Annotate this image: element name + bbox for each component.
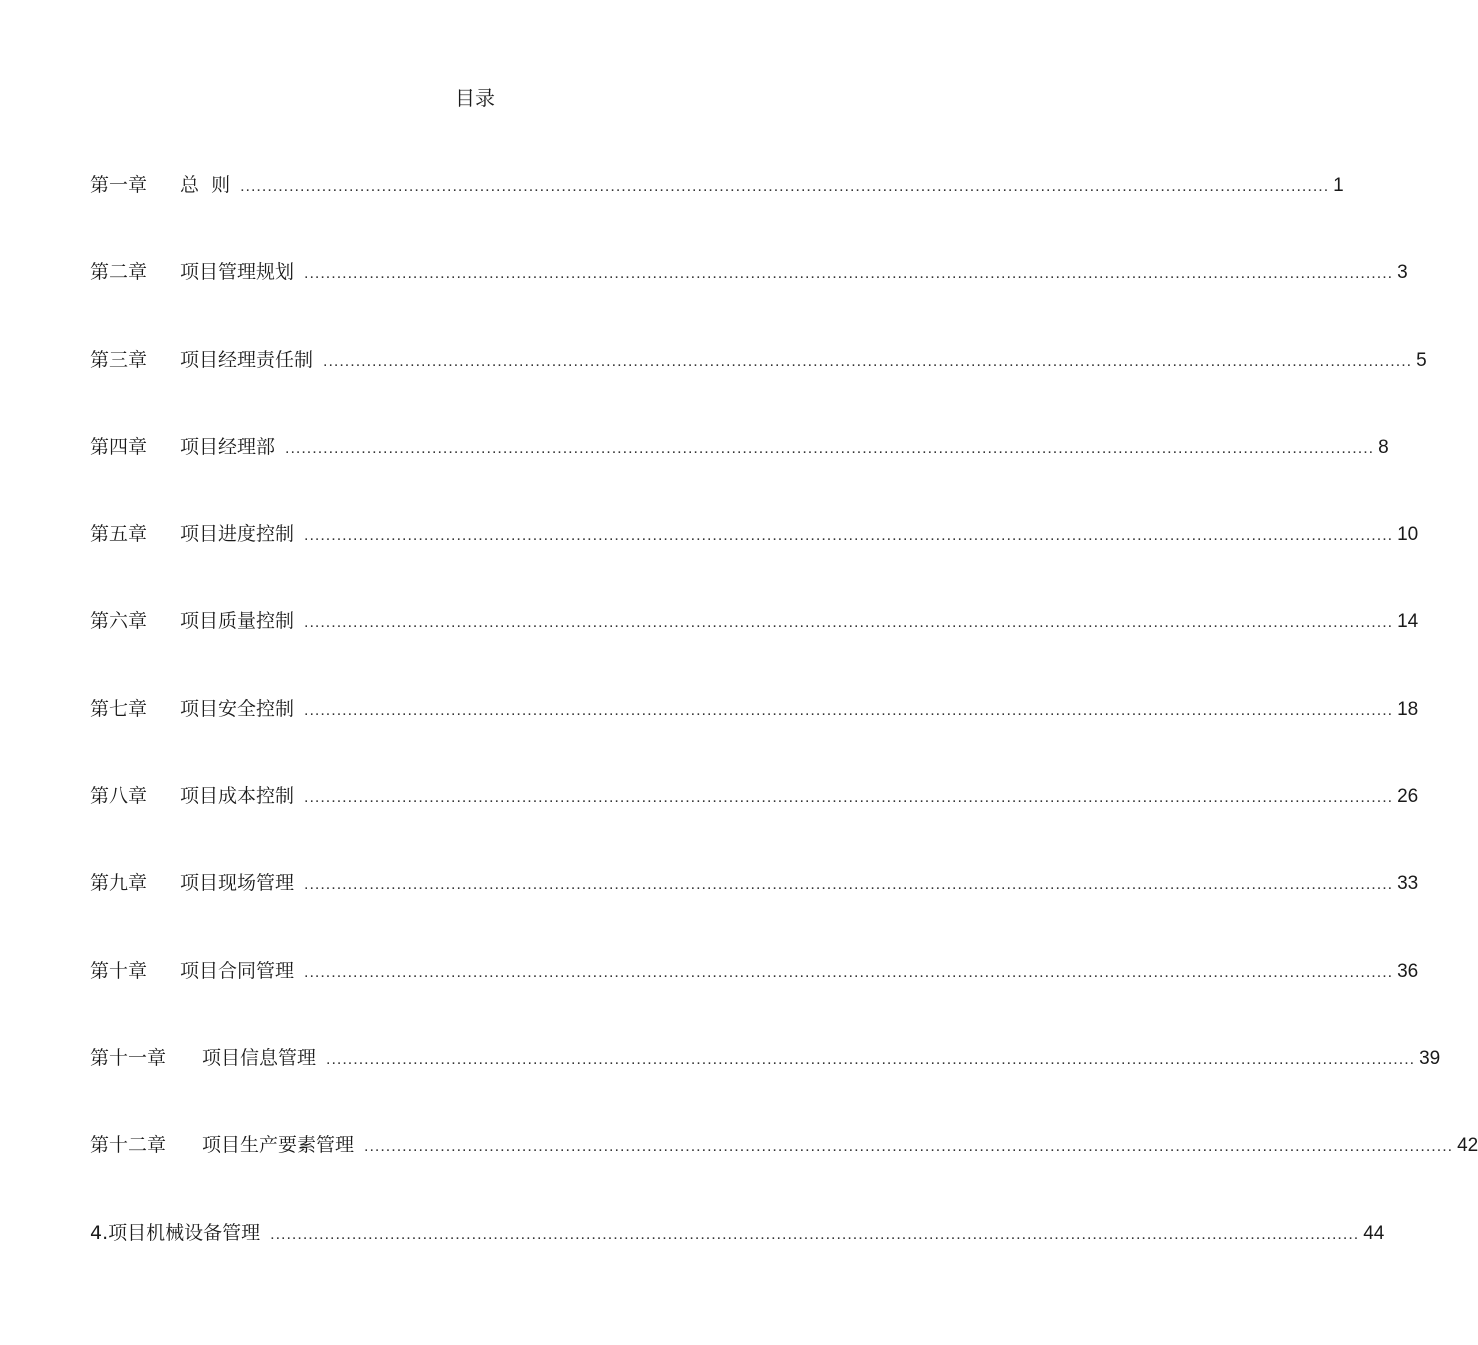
- toc-section-title: 4.项目机械设备管理: [90, 1221, 261, 1244]
- toc-page-number: 39: [1419, 1047, 1441, 1069]
- toc-chapter-number: 第六章: [90, 610, 148, 633]
- toc-dot-leader: ........................................................................................................................................................................................................: [304, 789, 1394, 807]
- toc-chapter-number: 第七章: [90, 697, 148, 720]
- toc-dot-leader: ........................................................................................................................................................................................................: [304, 527, 1394, 545]
- toc-entry[interactable]: [90, 432, 1389, 519]
- toc-dot-leader: ........................................................................................................................................................................................................: [304, 876, 1394, 894]
- toc-chapter-number: 第四章: [90, 435, 148, 458]
- toc-chapter-title: 项目信息管理: [202, 1046, 317, 1069]
- toc-chapter-number: 第十二章: [90, 1134, 167, 1157]
- toc-entry[interactable]: [90, 1218, 1385, 1305]
- toc-chapter-title: 项目经理责任制: [180, 348, 314, 371]
- toc-entry[interactable]: [90, 956, 1419, 1043]
- toc-page-number: 14: [1397, 611, 1419, 633]
- toc-page-number: 8: [1378, 436, 1389, 458]
- toc-dot-leader: ........................................................................................................................................................................................................: [364, 1138, 1454, 1156]
- toc-chapter-title: 项目管理规划: [180, 261, 295, 284]
- toc-page-number: 5: [1416, 349, 1427, 371]
- toc-page-number: 18: [1397, 698, 1419, 720]
- toc-chapter-title: 项目合同管理: [180, 959, 295, 982]
- toc-chapter-number: 第十一章: [90, 1046, 167, 1069]
- toc-chapter-number: 第五章: [90, 523, 148, 546]
- toc-dot-leader: ........................................................................................................................................................................................................: [240, 178, 1330, 195]
- toc-chapter-number: 第八章: [90, 785, 148, 808]
- toc-dot-leader: ........................................................................................................................................................................................................: [285, 439, 1375, 457]
- toc-entry[interactable]: [90, 606, 1419, 693]
- toc-chapter-number: 第二章: [90, 261, 148, 284]
- toc-page-number: 42: [1457, 1135, 1478, 1157]
- toc-chapter-number: 第九章: [90, 872, 148, 895]
- toc-entry[interactable]: [90, 1130, 1478, 1217]
- toc-entry[interactable]: [90, 694, 1419, 781]
- toc-entry[interactable]: [90, 519, 1419, 606]
- toc-chapter-title: 总 则: [180, 174, 231, 196]
- toc-chapter-number: 第十章: [90, 959, 148, 982]
- toc-dot-leader: ........................................................................................................................................................................................................: [304, 963, 1394, 981]
- toc-page-number: 26: [1397, 786, 1419, 808]
- toc-chapter-title: 项目安全控制: [180, 697, 295, 720]
- toc-entry[interactable]: [90, 345, 1427, 432]
- toc-dot-leader: ........................................................................................................................................................................................................: [323, 352, 1413, 370]
- toc-entry[interactable]: [90, 781, 1419, 868]
- toc-page-number: 36: [1397, 960, 1419, 982]
- toc-dot-leader: ........................................................................................................................................................................................................: [304, 614, 1394, 632]
- toc-chapter-title: 项目质量控制: [180, 610, 295, 633]
- toc-dot-leader: ........................................................................................................................................................................................................: [326, 1050, 1416, 1068]
- toc-dot-leader: ........................................................................................................................................................................................................: [304, 701, 1394, 719]
- toc-dot-leader: ........................................................................................................................................................................................................: [270, 1225, 1360, 1243]
- toc-page-number: 10: [1397, 524, 1419, 546]
- toc-page-number: 33: [1397, 873, 1419, 895]
- toc-page-number: 44: [1363, 1222, 1385, 1244]
- toc-chapter-title: 项目进度控制: [180, 523, 295, 546]
- table-of-contents: [90, 170, 1478, 1305]
- toc-chapter-number: 第三章: [90, 348, 148, 371]
- toc-chapter-title: 项目成本控制: [180, 785, 295, 808]
- toc-chapter-title: 项目经理部: [180, 435, 276, 458]
- toc-chapter-title: 项目生产要素管理: [202, 1134, 355, 1157]
- toc-dot-leader: ........................................................................................................................................................................................................: [304, 265, 1394, 283]
- page-title: 目录: [455, 86, 495, 110]
- toc-chapter-title: 项目现场管理: [180, 872, 295, 895]
- toc-page-number: 1: [1333, 175, 1344, 196]
- toc-entry[interactable]: [90, 1043, 1441, 1130]
- toc-entry[interactable]: [90, 868, 1419, 955]
- toc-entry[interactable]: [90, 257, 1408, 344]
- toc-chapter-number: 第一章: [90, 174, 148, 196]
- toc-entry[interactable]: [90, 170, 1344, 257]
- toc-page-number: 3: [1397, 262, 1408, 284]
